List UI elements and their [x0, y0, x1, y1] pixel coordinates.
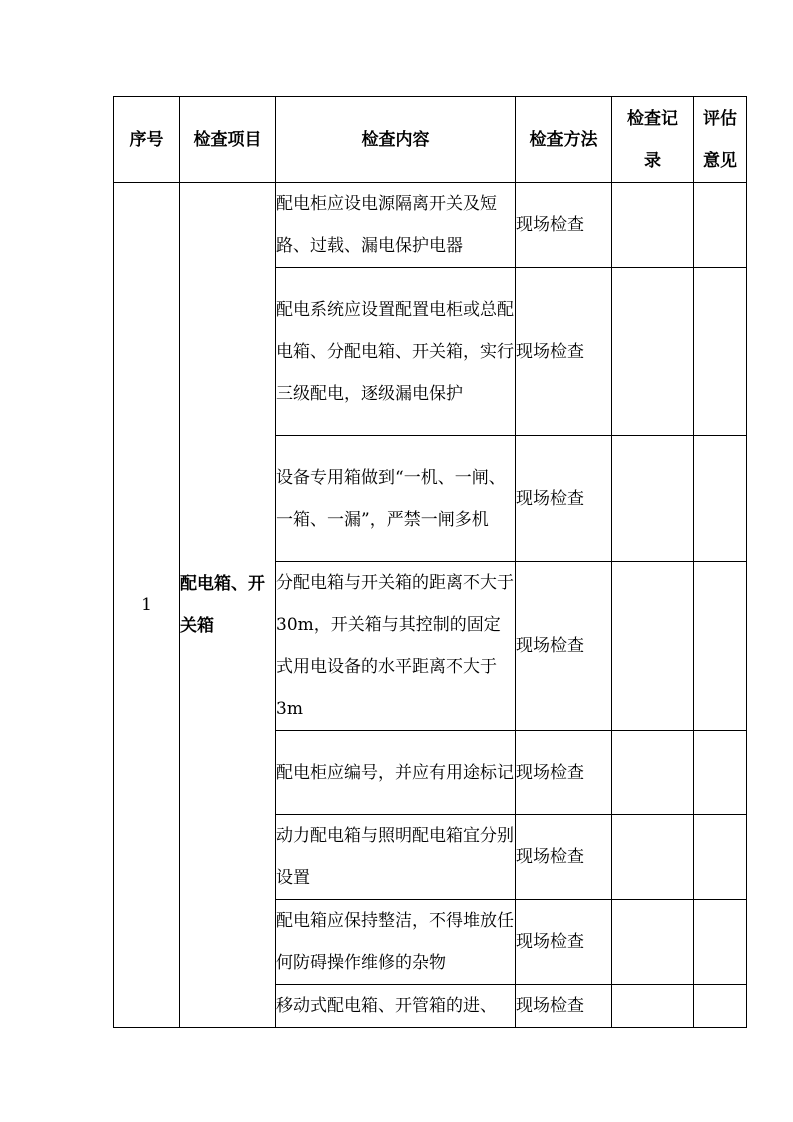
row-method: 现场检查	[516, 900, 612, 985]
row-opinion-cell	[694, 183, 747, 268]
header-method: 检查方法	[516, 97, 612, 183]
header-item: 检查项目	[180, 97, 276, 183]
row-content: 配电柜应设电源隔离开关及短路、过载、漏电保护电器	[276, 183, 516, 268]
row-method: 现场检查	[516, 183, 612, 268]
row-opinion-cell	[694, 731, 747, 815]
row-opinion-cell	[694, 815, 747, 900]
row-content: 配电系统应设置配置电柜或总配电箱、分配电箱、开关箱，实行三级配电，逐级漏电保护	[276, 268, 516, 436]
row-content: 配电柜应编号，并应有用途标记	[276, 731, 516, 815]
row-record-cell	[612, 731, 694, 815]
row-opinion-cell	[694, 562, 747, 731]
row-method: 现场检查	[516, 815, 612, 900]
row-opinion-cell	[694, 900, 747, 985]
group-item: 配电箱、开关箱	[180, 183, 276, 1028]
row-method: 现场检查	[516, 985, 612, 1028]
row-record-cell	[612, 268, 694, 436]
header-row	[114, 97, 747, 183]
row-record-cell	[612, 815, 694, 900]
row-record-cell	[612, 562, 694, 731]
row-record-cell	[612, 985, 694, 1028]
row-method: 现场检查	[516, 436, 612, 562]
row-opinion-cell	[694, 268, 747, 436]
row-content: 配电箱应保持整洁，不得堆放任何防碍操作维修的杂物	[276, 900, 516, 985]
row-method: 现场检查	[516, 562, 612, 731]
row-content: 动力配电箱与照明配电箱宜分别设置	[276, 815, 516, 900]
row-record-cell	[612, 183, 694, 268]
header-seq: 序号	[114, 97, 180, 183]
table-row	[114, 183, 747, 268]
header-content: 检查内容	[276, 97, 516, 183]
row-record-cell	[612, 900, 694, 985]
row-method: 现场检查	[516, 268, 612, 436]
row-record-cell	[612, 436, 694, 562]
group-seq: 1	[114, 183, 180, 1028]
row-content: 移动式配电箱、开管箱的进、	[276, 985, 516, 1028]
row-opinion-cell	[694, 985, 747, 1028]
row-content: 设备专用箱做到“一机、一闸、一箱、一漏”，严禁一闸多机	[276, 436, 516, 562]
header-opinion: 评估意见	[694, 97, 747, 183]
row-method: 现场检查	[516, 731, 612, 815]
row-content: 分配电箱与开关箱的距离不大于30m，开关箱与其控制的固定式用电设备的水平距离不大于3m	[276, 562, 516, 731]
inspection-table	[113, 96, 747, 1028]
header-record: 检查记录	[612, 97, 694, 183]
row-opinion-cell	[694, 436, 747, 562]
